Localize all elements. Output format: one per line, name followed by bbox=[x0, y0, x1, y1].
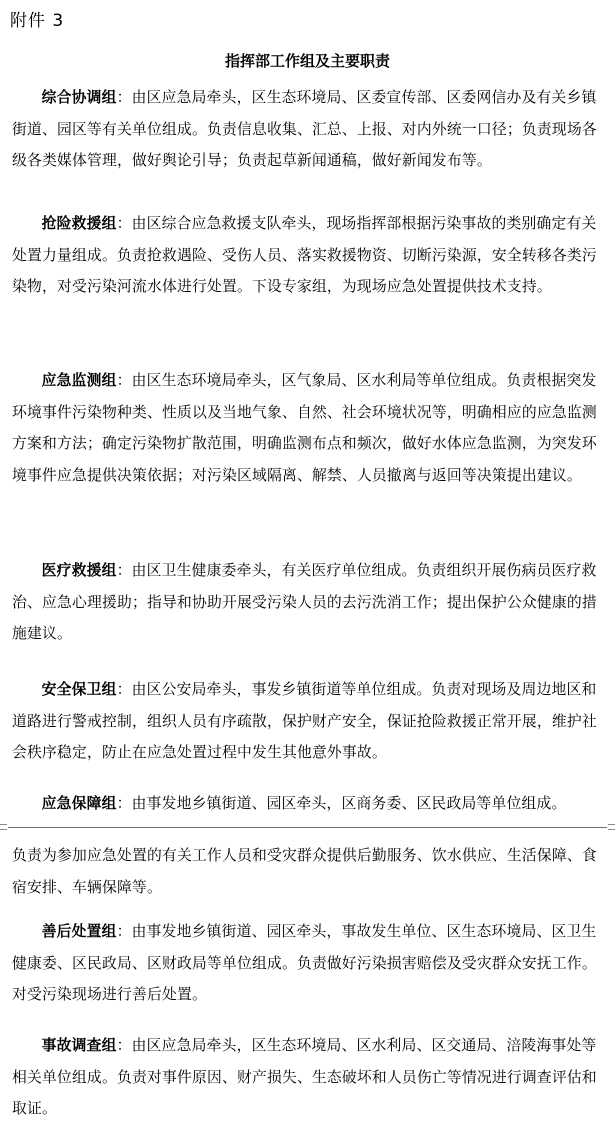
section-anquan-baowei bbox=[12, 674, 604, 769]
section-heading: 事故调查组 bbox=[41, 1037, 117, 1054]
section-shanhou-chuzhi bbox=[12, 916, 604, 1011]
section-heading: 抢险救援组 bbox=[41, 215, 117, 232]
section-body: ：由事发地乡镇街道、园区牵头，区商务委、区民政局等单位组成。 bbox=[116, 795, 567, 812]
section-zonghe-xietiao bbox=[12, 82, 604, 177]
section-yiliao-jiuyuan bbox=[12, 555, 604, 650]
section-body: ：由区应急局牵头，区生态环境局、区水利局、区交通局、涪陵海事处等相关单位组成。负责对事件原因、财产损失、生态破坏和人员伤亡等情况进行调查评估和取证。 bbox=[12, 1037, 597, 1117]
page-break-line bbox=[8, 827, 607, 828]
section-body: ：由区公安局牵头，事发乡镇街道等单位组成。负责对现场及周边地区和道路进行警戒控制，组织人员有序疏散，保护财产安全，保证抢险救援正常开展，维护社会秩序稳定，防止在应急处置过程中发生其他意外事故。 bbox=[12, 681, 597, 761]
section-body: ：由区应急局牵头，区生态环境局、区委宣传部、区委网信办及有关乡镇街道、园区等有关单位组成。负责信息收集、汇总、上报、对内外统一口径；负责现场各级各类媒体管理，做好舆论引导；负责起草新闻通稿，做好新闻发布等。 bbox=[12, 89, 597, 169]
page-break-marker-right bbox=[608, 824, 615, 830]
section-heading: 应急监测组 bbox=[41, 372, 117, 389]
section-yingji-baozhang-continued: 负责为参加应急处置的有关工作人员和受灾群众提供后勤服务、饮水供应、生活保障、食宿安排、车辆保障等。 bbox=[12, 847, 597, 896]
section-heading: 应急保障组 bbox=[41, 795, 117, 812]
section-body: ：由事发地乡镇街道、园区牵头，事故发生单位、区生态环境局、区卫生健康委、区民政局、区财政局等单位组成。负责做好污染损害赔偿及受灾群众安抚工作。对受污染现场进行善后处置。 bbox=[12, 923, 597, 1003]
section-body: ：由区综合应急救援支队牵头，现场指挥部根据污染事故的类别确定有关处置力量组成。负责抢救遇险、受伤人员、落实救援物资、切断污染源，安全转移各类污染物，对受污染河流水体进行处置。下设专家组，为现场应急处置提供技术支持。 bbox=[12, 215, 597, 295]
section-heading: 医疗救援组 bbox=[41, 562, 117, 579]
attachment-label: 附件 3 bbox=[10, 11, 65, 31]
section-body: ：由区生态环境局牵头，区气象局、区水利局等单位组成。负责根据突发环境事件污染物种类、性质以及当地气象、自然、社会环境状况等，明确相应的应急监测方案和方法；确定污染物扩散范围，明确监测布点和频次，做好水体应急监测，为突发环境事件应急提供决策依据；对污染区域隔离、解禁、人员撤离与返回等决策提出建议。 bbox=[12, 372, 597, 484]
section-body: ：由区卫生健康委牵头，有关医疗单位组成。负责组织开展伤病员医疗救治、应急心理援助；指导和协助开展受污染人员的去污洗消工作；提出保护公众健康的措施建议。 bbox=[12, 562, 597, 642]
section-shigu-diaocha bbox=[12, 1030, 604, 1125]
page-break-marker-left bbox=[0, 824, 7, 830]
section-yingji-jiance bbox=[12, 365, 604, 491]
section-heading: 安全保卫组 bbox=[41, 681, 117, 698]
section-heading: 善后处置组 bbox=[41, 923, 117, 940]
section-qiangxian-jiuyuan bbox=[12, 208, 604, 303]
page-break-divider bbox=[0, 824, 615, 830]
section-yingji-baozhang bbox=[12, 788, 604, 820]
document-title: 指挥部工作组及主要职责 bbox=[224, 52, 390, 70]
section-heading: 综合协调组 bbox=[41, 89, 117, 106]
